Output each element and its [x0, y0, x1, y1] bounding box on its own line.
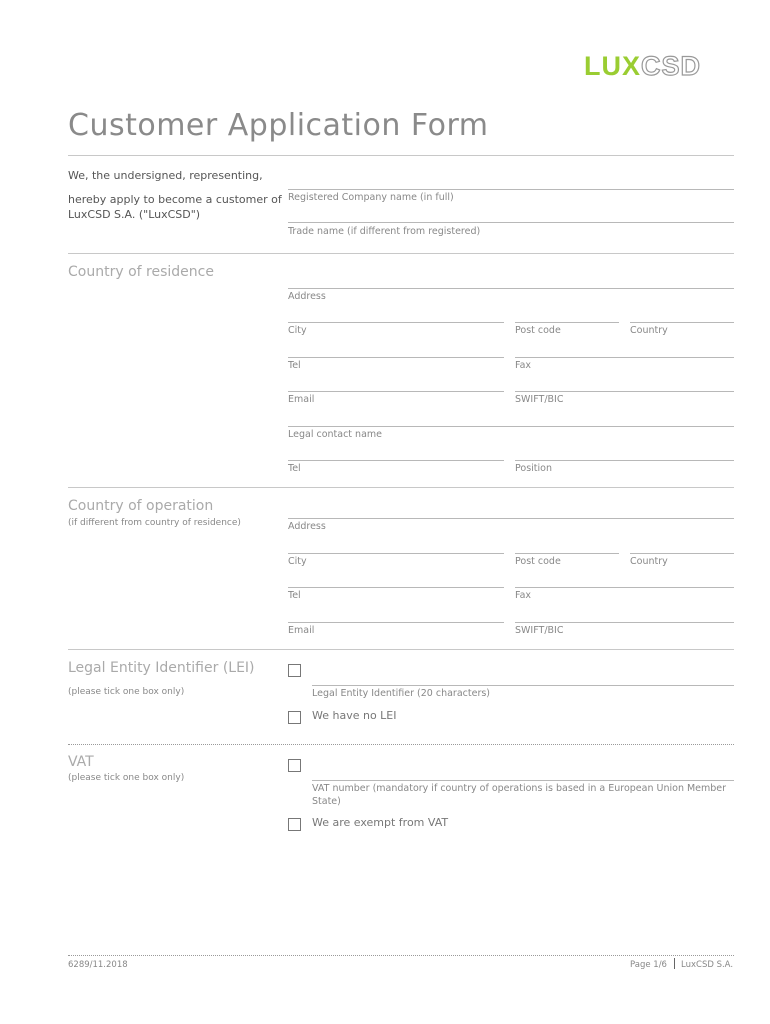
- section-divider: [68, 487, 734, 488]
- legal-contact-label: Legal contact name: [288, 429, 382, 440]
- vat-exempt-label: We are exempt from VAT: [312, 816, 449, 829]
- residence-email-field[interactable]: [288, 391, 504, 392]
- operation-heading: Country of operation: [68, 498, 214, 514]
- vat-exempt-checkbox[interactable]: [288, 818, 301, 831]
- lei-field-label: Legal Entity Identifier (20 characters): [312, 688, 491, 699]
- footer-company: LuxCSD S.A.: [681, 960, 734, 970]
- page-number: Page 1/6: [630, 960, 667, 970]
- operation-swift-field[interactable]: [515, 622, 734, 623]
- lei-heading: Legal Entity Identifier (LEI): [68, 660, 255, 676]
- vat-heading: VAT: [68, 754, 94, 770]
- operation-country-field[interactable]: [630, 553, 734, 554]
- logo-lux-text: LUX: [584, 51, 641, 81]
- section-divider: [68, 649, 734, 650]
- intro-line-1: We, the undersigned, representing,: [68, 169, 263, 182]
- residence-postcode-label: Post code: [515, 325, 561, 336]
- operation-postcode-label: Post code: [515, 556, 561, 567]
- operation-address-field[interactable]: [288, 518, 734, 519]
- contact-tel-field[interactable]: [288, 460, 504, 461]
- footer-divider: [68, 955, 734, 956]
- residence-fax-label: Fax: [515, 360, 532, 371]
- vat-checkbox[interactable]: [288, 759, 301, 772]
- trade-name-label: Trade name (if different from registered): [288, 226, 481, 237]
- residence-city-label: City: [288, 325, 307, 336]
- residence-tel-label: Tel: [288, 360, 301, 371]
- legal-contact-field[interactable]: [288, 426, 734, 427]
- no-lei-checkbox[interactable]: [288, 711, 301, 724]
- company-name-field[interactable]: [288, 189, 734, 190]
- residence-swift-label: SWIFT/BIC: [515, 394, 564, 405]
- operation-subheading: (if different from country of residence): [68, 518, 241, 528]
- lei-subheading: (please tick one box only): [68, 687, 185, 697]
- operation-email-field[interactable]: [288, 622, 504, 623]
- footer-separator: [674, 958, 675, 969]
- lei-field[interactable]: [312, 685, 734, 686]
- vat-field-label-2: State): [312, 796, 341, 807]
- form-code: 6289/11.2018: [68, 960, 128, 970]
- contact-position-field[interactable]: [515, 460, 734, 461]
- title-divider: [68, 155, 734, 156]
- vat-subheading: (please tick one box only): [68, 773, 185, 783]
- operation-postcode-field[interactable]: [515, 553, 619, 554]
- logo-csd-text: CSD: [641, 51, 702, 81]
- residence-fax-field[interactable]: [515, 357, 734, 358]
- residence-country-label: Country: [630, 325, 668, 336]
- luxcsd-logo: [584, 52, 732, 80]
- trade-name-field[interactable]: [288, 222, 734, 223]
- lei-checkbox[interactable]: [288, 664, 301, 677]
- company-name-label: Registered Company name (in full): [288, 192, 454, 203]
- operation-address-label: Address: [288, 521, 326, 532]
- residence-swift-field[interactable]: [515, 391, 734, 392]
- residence-heading: Country of residence: [68, 264, 214, 280]
- residence-address-label: Address: [288, 291, 326, 302]
- operation-swift-label: SWIFT/BIC: [515, 625, 564, 636]
- residence-city-field[interactable]: [288, 322, 504, 323]
- contact-tel-label: Tel: [288, 463, 301, 474]
- operation-tel-label: Tel: [288, 590, 301, 601]
- no-lei-label: We have no LEI: [312, 709, 397, 722]
- operation-fax-field[interactable]: [515, 587, 734, 588]
- operation-country-label: Country: [630, 556, 668, 567]
- intro-line-3: LuxCSD S.A. ("LuxCSD"): [68, 208, 201, 221]
- residence-email-label: Email: [288, 394, 315, 405]
- operation-city-label: City: [288, 556, 307, 567]
- section-divider: [68, 253, 734, 254]
- vat-field-label-1: VAT number (mandatory if country of operations is based in a European Union Member: [312, 783, 727, 794]
- residence-tel-field[interactable]: [288, 357, 504, 358]
- residence-address-field[interactable]: [288, 288, 734, 289]
- residence-postcode-field[interactable]: [515, 322, 619, 323]
- operation-email-label: Email: [288, 625, 315, 636]
- dotted-divider: [68, 744, 734, 745]
- intro-line-2: hereby apply to become a customer of: [68, 193, 282, 206]
- residence-country-field[interactable]: [630, 322, 734, 323]
- operation-city-field[interactable]: [288, 553, 504, 554]
- operation-fax-label: Fax: [515, 590, 532, 601]
- contact-position-label: Position: [515, 463, 552, 474]
- page-title: Customer Application Form: [68, 108, 489, 143]
- vat-number-field[interactable]: [312, 780, 734, 781]
- operation-tel-field[interactable]: [288, 587, 504, 588]
